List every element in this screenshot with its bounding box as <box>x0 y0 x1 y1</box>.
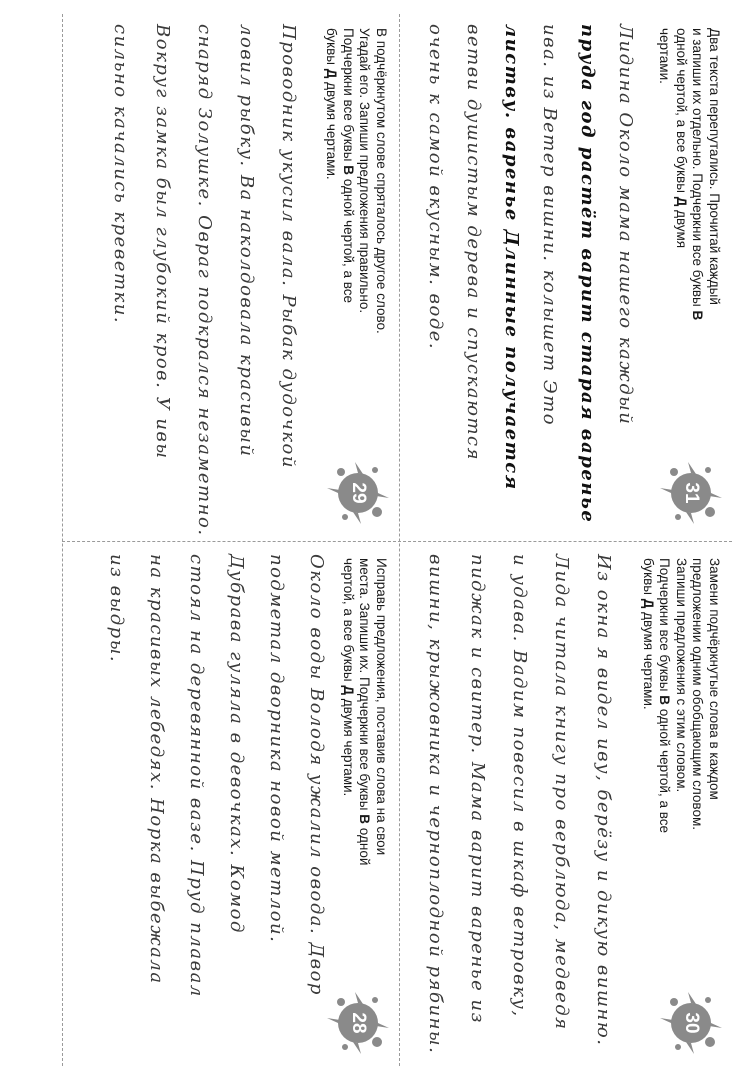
handwritten-line: Дубрава гуляла в девочках. Комод <box>226 554 247 934</box>
card-28 <box>62 546 399 1066</box>
splat-badge-29 <box>325 460 391 526</box>
handwritten-line: Лида читала книгу про верблюда, медведя <box>551 554 572 1031</box>
cut-line-horizontal <box>62 541 732 542</box>
card-number: 28 <box>348 1012 369 1034</box>
handwritten-line: Лидина Около мама нашего каждый <box>615 24 636 426</box>
handwritten-line: на красивых лебедях. Норка выбежала <box>146 554 167 985</box>
card-30 <box>399 546 732 1066</box>
instruction-text: Два текста перепутались. Прочитай каждый и запиши их отдельно. Подчеркни все буквы В одной чертой, а все буквы Д двумя чертами. <box>657 28 722 321</box>
splat-badge-28 <box>325 990 391 1056</box>
handwritten-line: вишни, крыжовника и черноплодной рябины. <box>425 554 446 1055</box>
card-number: 29 <box>348 482 369 504</box>
handwritten-line: и удава. Вадим повесил в шкаф ветровку, <box>509 554 530 1018</box>
card-29 <box>62 16 399 536</box>
handwritten-line: ива. из Ветер вишни. колышет Это <box>539 24 560 427</box>
handwritten-line: стоял на деревянной вазе. Пруд плавал <box>186 554 207 998</box>
card-number: 30 <box>681 1012 702 1034</box>
handwritten-line: листву. варенье Длинные получается <box>501 24 522 491</box>
card-number: 31 <box>681 482 702 504</box>
handwritten-line: сильно качались креветки. <box>110 24 131 325</box>
handwritten-line: Из окна я видел иву, берёзу и дикую вишню. <box>593 554 614 1047</box>
instruction-text: Исправь предложения, поставив слова на свои места. Запиши их. Подчеркни все буквы В одной чертой, а все буквы Д двумя чертами. <box>341 558 389 866</box>
handwritten-line: Проводник укусил вала. Рыбак дудочкой <box>278 24 299 469</box>
handwritten-line: ловил рыбку. Ва наколдовала красивый <box>236 24 257 458</box>
handwritten-line: ветви душистым дерева и спускаются <box>463 24 484 462</box>
handwritten-line: очень к самой вкусным. воде. <box>425 24 446 351</box>
handwritten-line: из выдры. <box>106 554 127 664</box>
handwritten-line: пруда год растёт варит старая варенье <box>577 24 598 524</box>
splat-badge-31 <box>658 460 724 526</box>
handwritten-line: снаряд Золушке. Овраг подкрался незаметно. <box>194 24 215 537</box>
handwritten-line: Около воды Володя ужалил овода. Двор <box>306 554 327 996</box>
instruction-text: В подчёркнутом слове спряталось другое слово. Угадай его. Запиши предложения правильно. Подчеркни все буквы В одной чертой, а все буквы Д двумя чертами. <box>324 28 389 334</box>
handwritten-line: пиджак и свитер. Мама варит варенье из <box>467 554 488 1024</box>
handwritten-line: подметал дворника новой метлой. <box>266 554 287 944</box>
splat-badge-30 <box>658 990 724 1056</box>
card-31 <box>399 16 732 536</box>
instruction-text: Замени подчёркнутые слова в каждом предложении одним обобщающим словом. Запиши предложения с этим словом. Подчеркни все буквы В одной чертой, а все буквы Д двумя чертами. <box>641 558 722 833</box>
handwritten-line: Вокруг замка был глубокий кров. У ивы <box>152 24 173 460</box>
